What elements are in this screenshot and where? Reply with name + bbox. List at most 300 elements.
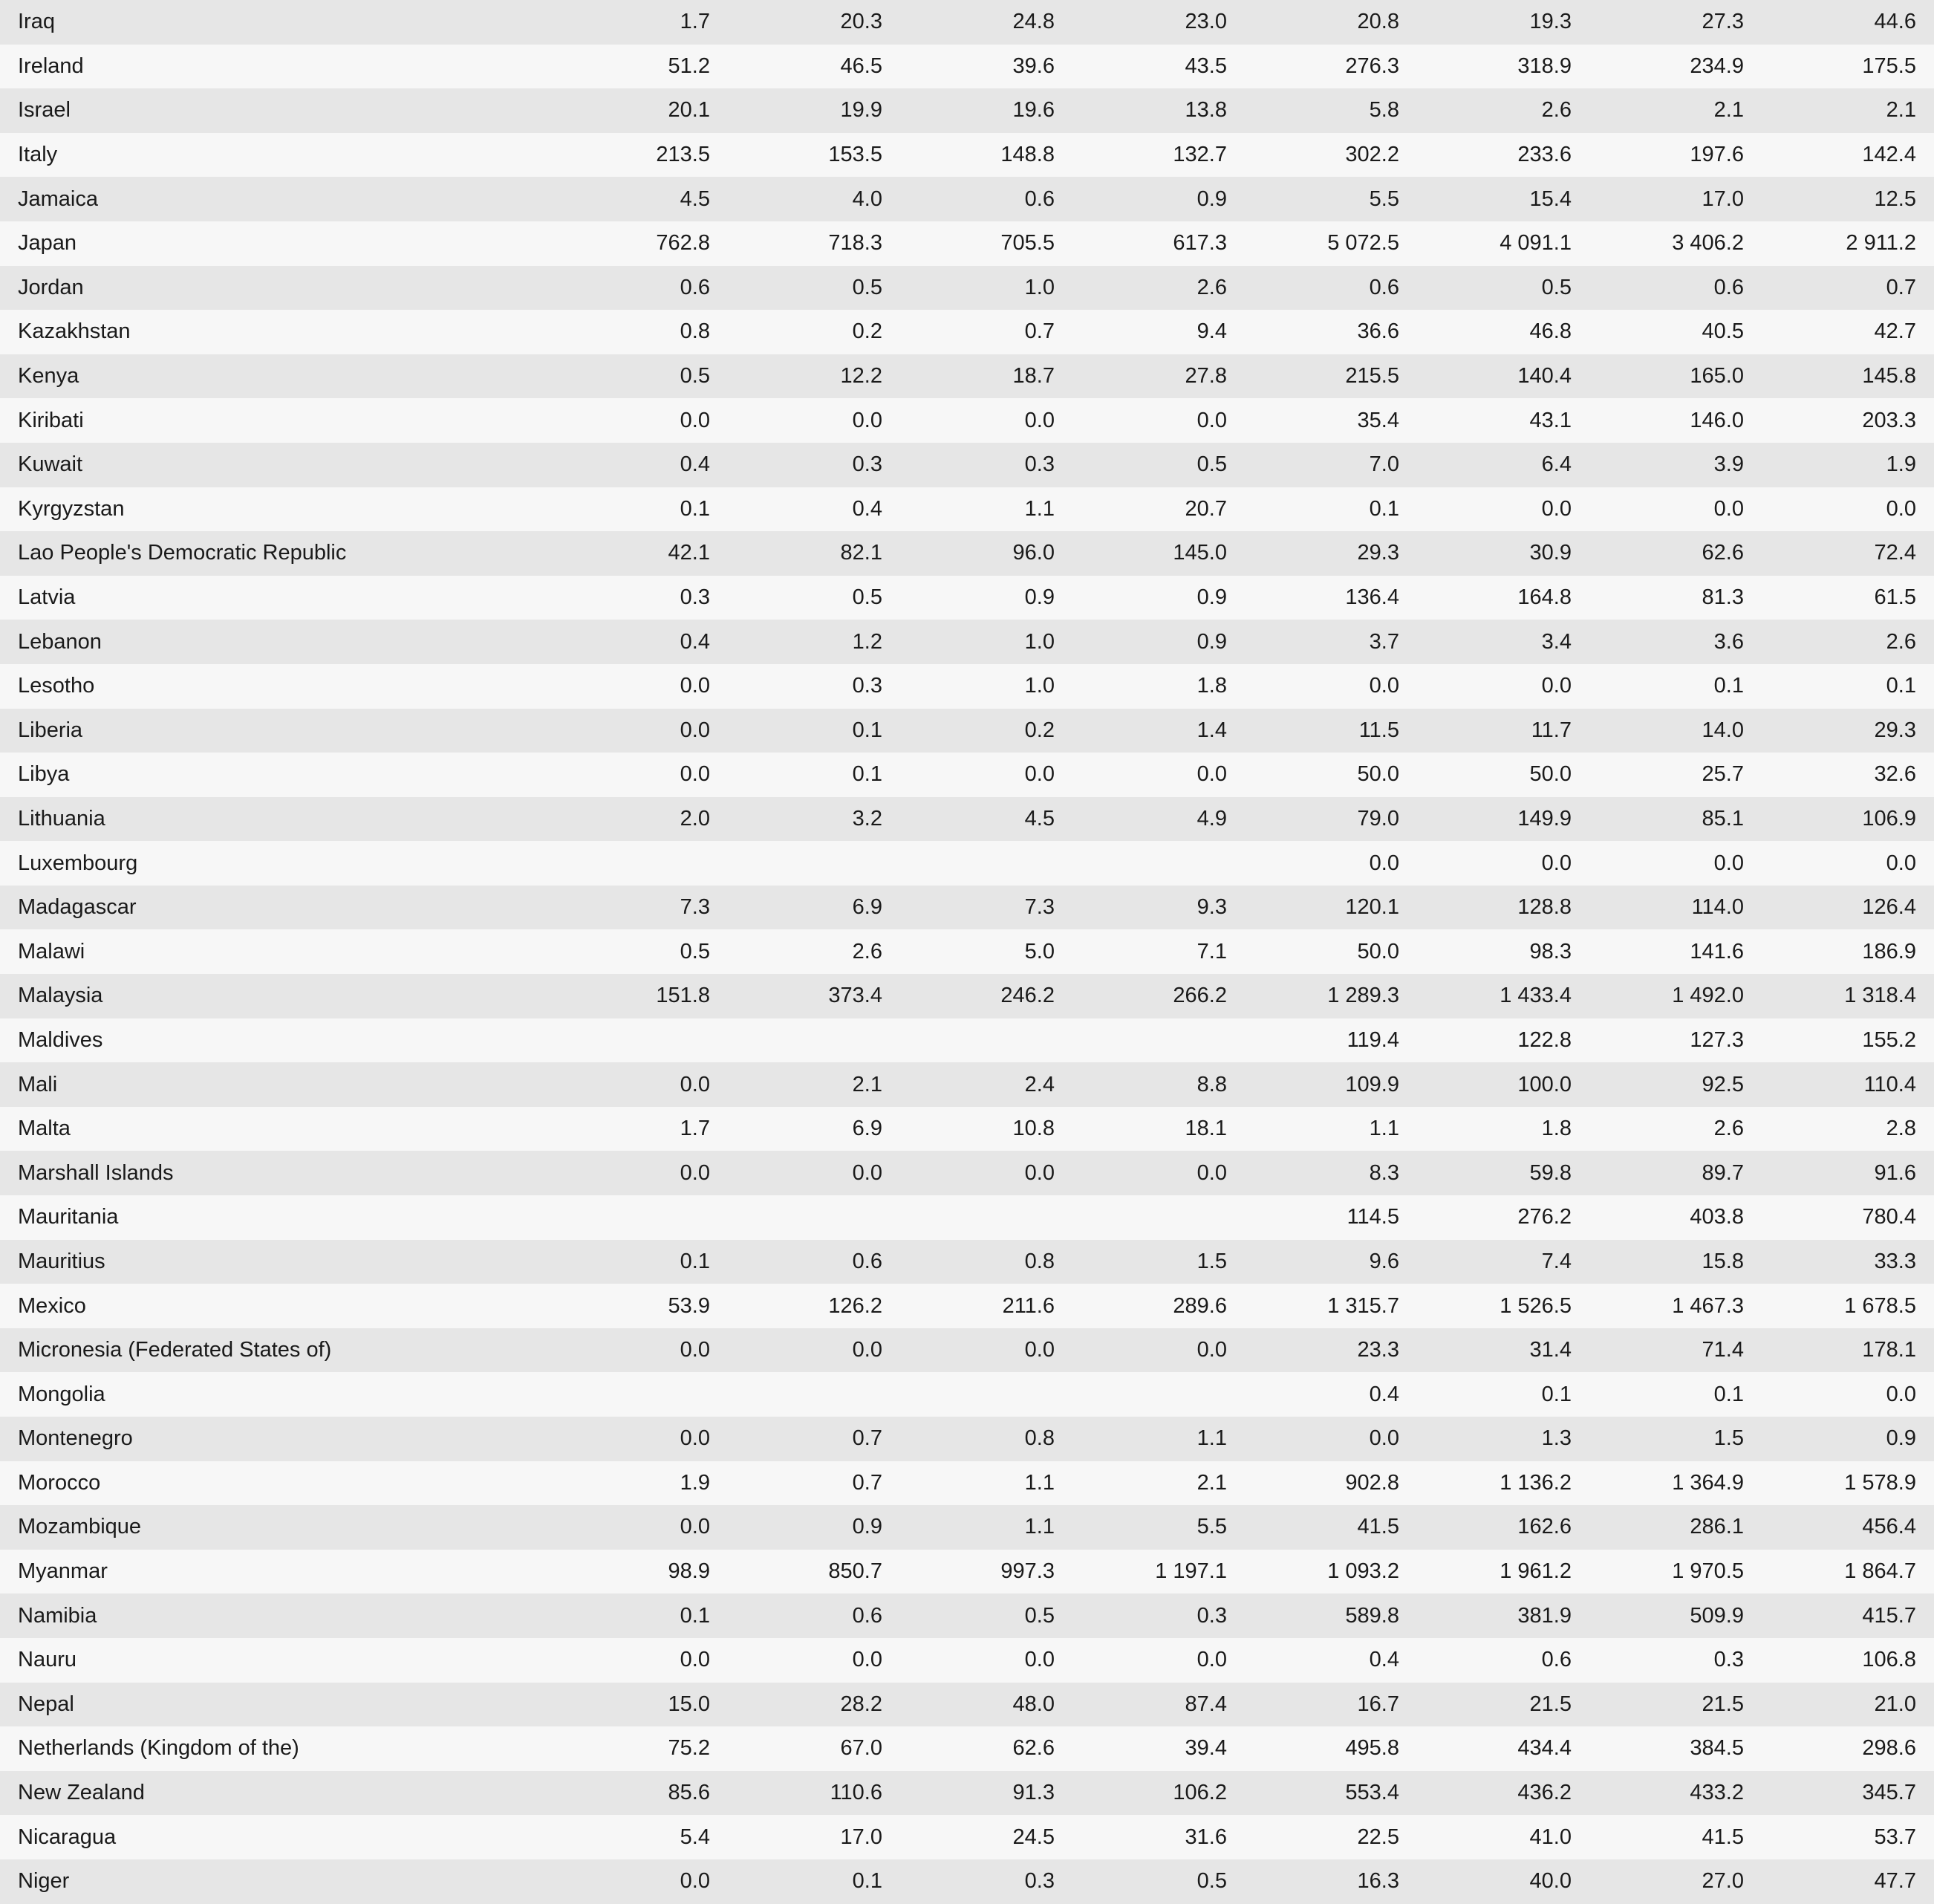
value-cell: 0.0 — [728, 398, 900, 443]
value-cell: 1.5 — [1072, 1240, 1245, 1284]
value-cell: 0.2 — [728, 310, 900, 354]
value-cell: 2.6 — [728, 929, 900, 974]
value-cell: 19.3 — [1417, 0, 1589, 45]
country-name-cell: Lesotho — [0, 664, 556, 709]
value-cell: 1.1 — [900, 1461, 1072, 1506]
value-cell: 0.0 — [1762, 1372, 1934, 1417]
value-cell: 0.1 — [728, 753, 900, 797]
value-cell: 0.0 — [900, 1328, 1072, 1373]
value-cell: 1 136.2 — [1417, 1461, 1589, 1506]
value-cell: 50.0 — [1417, 753, 1589, 797]
value-cell: 43.1 — [1417, 398, 1589, 443]
value-cell: 0.4 — [1245, 1372, 1417, 1417]
value-cell: 1.5 — [1589, 1417, 1762, 1461]
value-cell: 11.5 — [1245, 709, 1417, 753]
country-name-cell: Micronesia (Federated States of) — [0, 1328, 556, 1373]
value-cell: 197.6 — [1589, 133, 1762, 178]
value-cell: 1 289.3 — [1245, 974, 1417, 1018]
value-cell: 48.0 — [900, 1683, 1072, 1727]
country-name-cell: Mauritania — [0, 1195, 556, 1240]
value-cell: 0.6 — [1245, 266, 1417, 311]
value-cell: 21.5 — [1417, 1683, 1589, 1727]
value-cell: 42.1 — [556, 531, 728, 576]
value-cell: 6.9 — [728, 1107, 900, 1151]
value-cell: 72.4 — [1762, 531, 1934, 576]
value-cell: 0.9 — [1072, 620, 1245, 664]
value-cell: 553.4 — [1245, 1771, 1417, 1816]
value-cell: 2.4 — [900, 1062, 1072, 1107]
value-cell: 0.7 — [728, 1417, 900, 1461]
value-cell: 0.0 — [556, 1505, 728, 1550]
value-cell: 41.0 — [1417, 1815, 1589, 1859]
value-cell: 0.0 — [556, 1417, 728, 1461]
table-row — [0, 88, 1934, 133]
value-cell: 141.6 — [1589, 929, 1762, 974]
value-cell: 13.8 — [1072, 88, 1245, 133]
value-cell: 0.1 — [1589, 1372, 1762, 1417]
value-cell: 211.6 — [900, 1284, 1072, 1328]
value-cell: 132.7 — [1072, 133, 1245, 178]
value-cell: 0.8 — [900, 1240, 1072, 1284]
value-cell: 0.3 — [1589, 1638, 1762, 1683]
value-cell: 2.1 — [1072, 1461, 1245, 1506]
value-cell: 126.4 — [1762, 886, 1934, 930]
value-cell: 0.0 — [1072, 753, 1245, 797]
country-name-cell: Lao People's Democratic Republic — [0, 531, 556, 576]
value-cell: 1.0 — [900, 266, 1072, 311]
value-cell — [556, 841, 728, 886]
value-cell: 1.9 — [556, 1461, 728, 1506]
value-cell: 2.1 — [1762, 88, 1934, 133]
value-cell: 0.4 — [556, 443, 728, 487]
value-cell: 0.6 — [1589, 266, 1762, 311]
value-cell — [900, 1195, 1072, 1240]
value-cell: 0.1 — [1245, 487, 1417, 532]
value-cell: 50.0 — [1245, 929, 1417, 974]
value-cell: 98.9 — [556, 1550, 728, 1594]
value-cell — [900, 1372, 1072, 1417]
value-cell: 165.0 — [1589, 354, 1762, 399]
value-cell: 0.8 — [900, 1417, 1072, 1461]
value-cell — [1072, 1195, 1245, 1240]
value-cell: 33.3 — [1762, 1240, 1934, 1284]
value-cell: 20.8 — [1245, 0, 1417, 45]
country-name-cell: Madagascar — [0, 886, 556, 930]
value-cell: 0.0 — [1245, 664, 1417, 709]
country-name-cell: Morocco — [0, 1461, 556, 1506]
country-name-cell: Lithuania — [0, 797, 556, 842]
value-cell: 18.7 — [900, 354, 1072, 399]
country-name-cell: Israel — [0, 88, 556, 133]
value-cell: 0.6 — [900, 177, 1072, 221]
value-cell: 1 093.2 — [1245, 1550, 1417, 1594]
value-cell: 276.2 — [1417, 1195, 1589, 1240]
table-row — [0, 310, 1934, 354]
country-name-cell: Jamaica — [0, 177, 556, 221]
value-cell: 91.6 — [1762, 1151, 1934, 1195]
value-cell: 0.5 — [556, 929, 728, 974]
value-cell: 0.0 — [1762, 487, 1934, 532]
value-cell: 0.3 — [900, 443, 1072, 487]
value-cell: 0.0 — [556, 1328, 728, 1373]
value-cell: 142.4 — [1762, 133, 1934, 178]
value-cell: 1 315.7 — [1245, 1284, 1417, 1328]
value-cell: 27.3 — [1589, 0, 1762, 45]
country-name-cell: Namibia — [0, 1593, 556, 1638]
value-cell: 0.0 — [556, 1859, 728, 1904]
value-cell — [728, 841, 900, 886]
value-cell: 436.2 — [1417, 1771, 1589, 1816]
value-cell: 0.0 — [1072, 398, 1245, 443]
value-cell: 1.1 — [900, 1505, 1072, 1550]
value-cell: 164.8 — [1417, 576, 1589, 620]
value-cell: 0.1 — [1589, 664, 1762, 709]
value-cell: 24.5 — [900, 1815, 1072, 1859]
value-cell: 75.2 — [556, 1726, 728, 1771]
country-name-cell: Italy — [0, 133, 556, 178]
value-cell: 0.4 — [556, 620, 728, 664]
value-cell: 7.4 — [1417, 1240, 1589, 1284]
country-name-cell: Japan — [0, 221, 556, 266]
table-row — [0, 1417, 1934, 1461]
value-cell: 0.0 — [556, 1151, 728, 1195]
country-name-cell: Niger — [0, 1859, 556, 1904]
value-cell: 215.5 — [1245, 354, 1417, 399]
value-cell: 0.1 — [1762, 664, 1934, 709]
value-cell: 266.2 — [1072, 974, 1245, 1018]
table-row — [0, 443, 1934, 487]
table-row — [0, 266, 1934, 311]
value-cell: 0.0 — [1417, 841, 1589, 886]
value-cell: 589.8 — [1245, 1593, 1417, 1638]
value-cell: 0.0 — [900, 1151, 1072, 1195]
value-cell: 5.0 — [900, 929, 1072, 974]
table-row — [0, 1240, 1934, 1284]
table-row — [0, 1195, 1934, 1240]
value-cell: 0.0 — [556, 398, 728, 443]
country-name-cell: Nicaragua — [0, 1815, 556, 1859]
country-name-cell: Jordan — [0, 266, 556, 311]
value-cell: 0.0 — [1072, 1151, 1245, 1195]
value-cell: 2.6 — [1417, 88, 1589, 133]
value-cell: 46.5 — [728, 45, 900, 89]
value-cell: 27.0 — [1589, 1859, 1762, 1904]
table-row — [0, 929, 1934, 974]
value-cell: 19.9 — [728, 88, 900, 133]
value-cell: 850.7 — [728, 1550, 900, 1594]
country-name-cell: Malawi — [0, 929, 556, 974]
value-cell: 0.3 — [728, 664, 900, 709]
value-cell: 140.4 — [1417, 354, 1589, 399]
value-cell: 0.4 — [1245, 1638, 1417, 1683]
value-cell: 106.2 — [1072, 1771, 1245, 1816]
country-name-cell: Libya — [0, 753, 556, 797]
value-cell: 18.1 — [1072, 1107, 1245, 1151]
value-cell: 153.5 — [728, 133, 900, 178]
value-cell: 53.9 — [556, 1284, 728, 1328]
value-cell: 1.1 — [1072, 1417, 1245, 1461]
value-cell: 1 578.9 — [1762, 1461, 1934, 1506]
country-name-cell: Kyrgyzstan — [0, 487, 556, 532]
value-cell — [1072, 1018, 1245, 1063]
value-cell: 0.9 — [728, 1505, 900, 1550]
value-cell: 4.5 — [900, 797, 1072, 842]
country-name-cell: Kenya — [0, 354, 556, 399]
value-cell: 35.4 — [1245, 398, 1417, 443]
value-cell: 25.7 — [1589, 753, 1762, 797]
value-cell: 23.0 — [1072, 0, 1245, 45]
value-cell: 415.7 — [1762, 1593, 1934, 1638]
value-cell: 286.1 — [1589, 1505, 1762, 1550]
value-cell: 20.3 — [728, 0, 900, 45]
value-cell — [900, 1018, 1072, 1063]
table-row — [0, 1328, 1934, 1373]
value-cell: 87.4 — [1072, 1683, 1245, 1727]
value-cell: 3.7 — [1245, 620, 1417, 664]
value-cell: 22.5 — [1245, 1815, 1417, 1859]
value-cell: 0.6 — [728, 1593, 900, 1638]
value-cell: 234.9 — [1589, 45, 1762, 89]
value-cell: 7.3 — [900, 886, 1072, 930]
value-cell: 149.9 — [1417, 797, 1589, 842]
value-cell: 233.6 — [1417, 133, 1589, 178]
value-cell: 92.5 — [1589, 1062, 1762, 1107]
value-cell: 289.6 — [1072, 1284, 1245, 1328]
table-row — [0, 664, 1934, 709]
value-cell: 62.6 — [900, 1726, 1072, 1771]
value-cell: 3.2 — [728, 797, 900, 842]
value-cell: 434.4 — [1417, 1726, 1589, 1771]
table-row — [0, 531, 1934, 576]
value-cell: 8.8 — [1072, 1062, 1245, 1107]
value-cell: 3.9 — [1589, 443, 1762, 487]
value-cell: 0.0 — [1762, 841, 1934, 886]
value-cell: 1 492.0 — [1589, 974, 1762, 1018]
value-cell: 31.6 — [1072, 1815, 1245, 1859]
value-cell: 40.5 — [1589, 310, 1762, 354]
value-cell: 0.0 — [1072, 1328, 1245, 1373]
value-cell: 96.0 — [900, 531, 1072, 576]
country-name-cell: Mexico — [0, 1284, 556, 1328]
value-cell: 4.9 — [1072, 797, 1245, 842]
value-cell: 0.5 — [1072, 1859, 1245, 1904]
table-row — [0, 1505, 1934, 1550]
table-row — [0, 45, 1934, 89]
value-cell: 495.8 — [1245, 1726, 1417, 1771]
value-cell: 151.8 — [556, 974, 728, 1018]
table-row — [0, 1107, 1934, 1151]
value-cell: 0.7 — [1762, 266, 1934, 311]
value-cell: 106.8 — [1762, 1638, 1934, 1683]
value-cell: 2.1 — [1589, 88, 1762, 133]
value-cell: 1.4 — [1072, 709, 1245, 753]
table-row — [0, 1815, 1934, 1859]
value-cell: 203.3 — [1762, 398, 1934, 443]
value-cell — [556, 1195, 728, 1240]
value-cell — [900, 841, 1072, 886]
value-cell: 3.4 — [1417, 620, 1589, 664]
value-cell: 762.8 — [556, 221, 728, 266]
value-cell — [1072, 841, 1245, 886]
table-row — [0, 1461, 1934, 1506]
value-cell: 1.8 — [1072, 664, 1245, 709]
country-name-cell: Marshall Islands — [0, 1151, 556, 1195]
value-cell: 89.7 — [1589, 1151, 1762, 1195]
value-cell: 29.3 — [1762, 709, 1934, 753]
value-cell: 0.6 — [1417, 1638, 1589, 1683]
value-cell: 28.2 — [728, 1683, 900, 1727]
value-cell: 0.7 — [728, 1461, 900, 1506]
value-cell: 509.9 — [1589, 1593, 1762, 1638]
country-name-cell: Malta — [0, 1107, 556, 1151]
value-cell: 4 091.1 — [1417, 221, 1589, 266]
table-row — [0, 1771, 1934, 1816]
value-cell: 1 970.5 — [1589, 1550, 1762, 1594]
value-cell: 155.2 — [1762, 1018, 1934, 1063]
table-row — [0, 1550, 1934, 1594]
value-cell: 4.0 — [728, 177, 900, 221]
value-cell: 1.3 — [1417, 1417, 1589, 1461]
country-name-cell: Mauritius — [0, 1240, 556, 1284]
value-cell: 2.0 — [556, 797, 728, 842]
table-row — [0, 133, 1934, 178]
value-cell: 5.5 — [1072, 1505, 1245, 1550]
value-cell: 373.4 — [728, 974, 900, 1018]
value-cell: 59.8 — [1417, 1151, 1589, 1195]
value-cell: 0.3 — [728, 443, 900, 487]
table-row — [0, 221, 1934, 266]
table-row — [0, 797, 1934, 842]
country-name-cell: Netherlands (Kingdom of the) — [0, 1726, 556, 1771]
value-cell: 106.9 — [1762, 797, 1934, 842]
value-cell: 0.3 — [556, 576, 728, 620]
value-cell: 298.6 — [1762, 1726, 1934, 1771]
value-cell: 0.7 — [900, 310, 1072, 354]
value-cell: 17.0 — [1589, 177, 1762, 221]
country-name-cell: Myanmar — [0, 1550, 556, 1594]
value-cell: 5 072.5 — [1245, 221, 1417, 266]
value-cell: 1.1 — [900, 487, 1072, 532]
value-cell — [728, 1195, 900, 1240]
value-cell: 62.6 — [1589, 531, 1762, 576]
value-cell: 39.4 — [1072, 1726, 1245, 1771]
value-cell: 2 911.2 — [1762, 221, 1934, 266]
value-cell: 1 318.4 — [1762, 974, 1934, 1018]
value-cell: 0.0 — [556, 1638, 728, 1683]
value-cell: 213.5 — [556, 133, 728, 178]
country-name-cell: Iraq — [0, 0, 556, 45]
country-name-cell: Maldives — [0, 1018, 556, 1063]
value-cell: 246.2 — [900, 974, 1072, 1018]
value-cell: 114.5 — [1245, 1195, 1417, 1240]
value-cell: 902.8 — [1245, 1461, 1417, 1506]
value-cell: 11.7 — [1417, 709, 1589, 753]
value-cell: 1 961.2 — [1417, 1550, 1589, 1594]
value-cell: 0.6 — [728, 1240, 900, 1284]
value-cell: 16.7 — [1245, 1683, 1417, 1727]
value-cell: 7.1 — [1072, 929, 1245, 974]
value-cell: 456.4 — [1762, 1505, 1934, 1550]
value-cell: 276.3 — [1245, 45, 1417, 89]
table-row — [0, 1726, 1934, 1771]
value-cell: 186.9 — [1762, 929, 1934, 974]
value-cell: 1 433.4 — [1417, 974, 1589, 1018]
value-cell: 0.1 — [556, 487, 728, 532]
value-cell: 0.9 — [900, 576, 1072, 620]
table-row — [0, 1372, 1934, 1417]
country-name-cell: Montenegro — [0, 1417, 556, 1461]
value-cell: 718.3 — [728, 221, 900, 266]
value-cell: 705.5 — [900, 221, 1072, 266]
value-cell: 145.0 — [1072, 531, 1245, 576]
value-cell: 5.8 — [1245, 88, 1417, 133]
value-cell: 46.8 — [1417, 310, 1589, 354]
value-cell: 403.8 — [1589, 1195, 1762, 1240]
table-row — [0, 709, 1934, 753]
value-cell: 47.7 — [1762, 1859, 1934, 1904]
country-name-cell: Liberia — [0, 709, 556, 753]
value-cell: 109.9 — [1245, 1062, 1417, 1107]
value-cell: 1 197.1 — [1072, 1550, 1245, 1594]
value-cell: 0.0 — [1245, 841, 1417, 886]
value-cell: 318.9 — [1417, 45, 1589, 89]
value-cell: 1 364.9 — [1589, 1461, 1762, 1506]
value-cell: 43.5 — [1072, 45, 1245, 89]
value-cell: 7.3 — [556, 886, 728, 930]
value-cell: 20.7 — [1072, 487, 1245, 532]
value-cell: 1 467.3 — [1589, 1284, 1762, 1328]
value-cell: 82.1 — [728, 531, 900, 576]
value-cell: 0.0 — [1417, 487, 1589, 532]
value-cell: 1 526.5 — [1417, 1284, 1589, 1328]
value-cell: 53.7 — [1762, 1815, 1934, 1859]
value-cell: 32.6 — [1762, 753, 1934, 797]
country-name-cell: Mali — [0, 1062, 556, 1107]
value-cell: 1.8 — [1417, 1107, 1589, 1151]
country-name-cell: Nauru — [0, 1638, 556, 1683]
table-row — [0, 1018, 1934, 1063]
value-cell: 128.8 — [1417, 886, 1589, 930]
value-cell: 0.8 — [556, 310, 728, 354]
value-cell — [556, 1018, 728, 1063]
table-row — [0, 398, 1934, 443]
value-cell: 0.5 — [556, 354, 728, 399]
value-cell: 122.8 — [1417, 1018, 1589, 1063]
country-name-cell: Mongolia — [0, 1372, 556, 1417]
value-cell: 12.2 — [728, 354, 900, 399]
value-cell: 345.7 — [1762, 1771, 1934, 1816]
value-cell: 0.0 — [728, 1638, 900, 1683]
value-cell: 780.4 — [1762, 1195, 1934, 1240]
value-cell: 50.0 — [1245, 753, 1417, 797]
value-cell: 81.3 — [1589, 576, 1762, 620]
value-cell: 4.5 — [556, 177, 728, 221]
value-cell: 145.8 — [1762, 354, 1934, 399]
value-cell: 42.7 — [1762, 310, 1934, 354]
table-row — [0, 177, 1934, 221]
value-cell: 1.7 — [556, 0, 728, 45]
value-cell: 0.1 — [556, 1593, 728, 1638]
value-cell: 98.3 — [1417, 929, 1589, 974]
value-cell: 30.9 — [1417, 531, 1589, 576]
value-cell: 91.3 — [900, 1771, 1072, 1816]
value-cell: 0.9 — [1072, 177, 1245, 221]
value-cell: 5.5 — [1245, 177, 1417, 221]
country-name-cell: Kazakhstan — [0, 310, 556, 354]
value-cell: 136.4 — [1245, 576, 1417, 620]
value-cell: 2.6 — [1589, 1107, 1762, 1151]
value-cell: 85.1 — [1589, 797, 1762, 842]
